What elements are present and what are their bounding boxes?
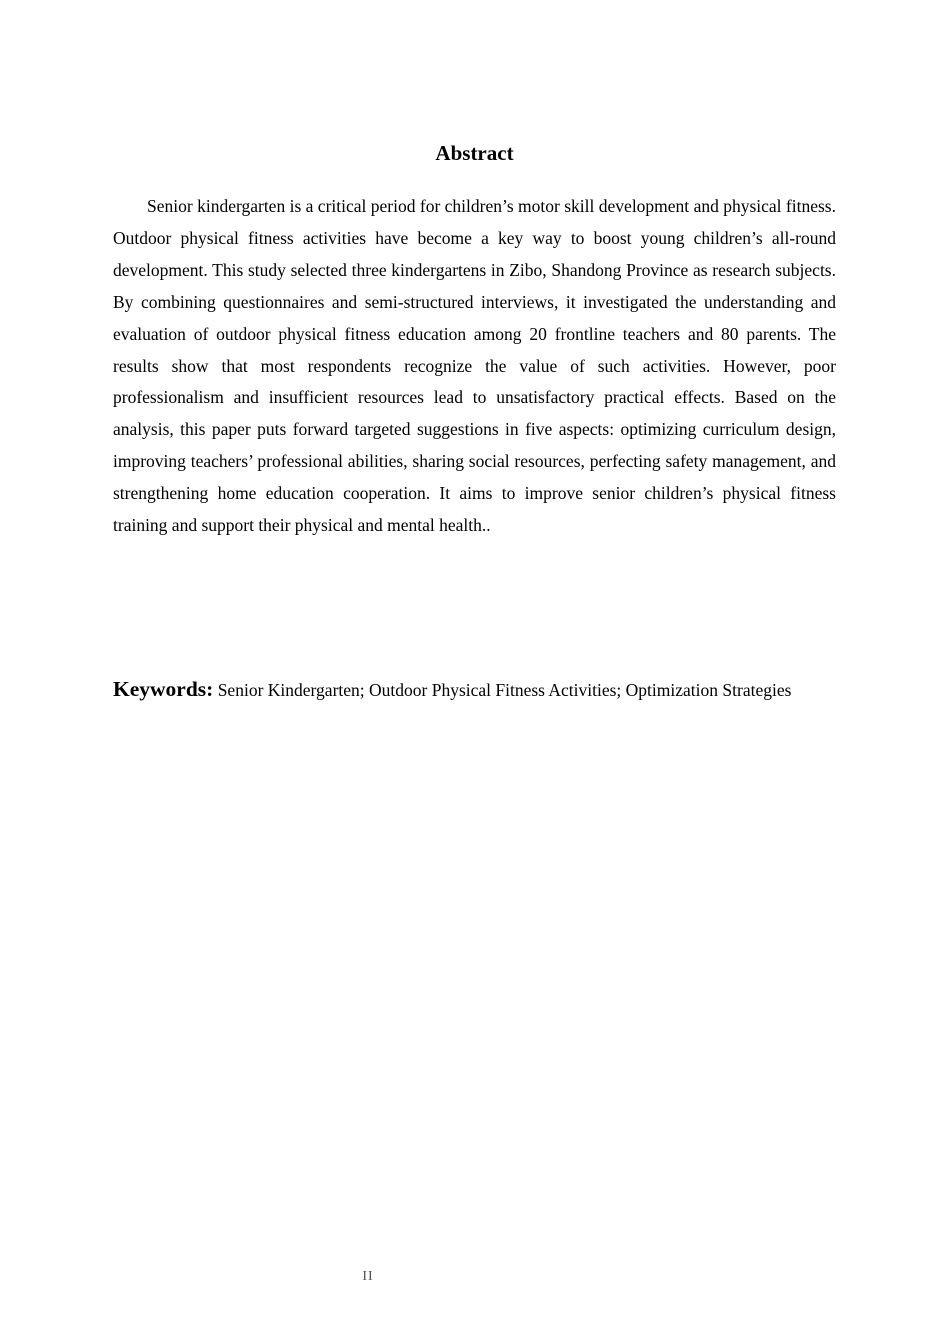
page-number: II [362, 1269, 374, 1284]
keywords-text: Senior Kindergarten; Outdoor Physical Fitness Activities; Optimization Strategies [217, 680, 792, 700]
keywords-label: Keywords: [113, 677, 214, 701]
abstract-body: Senior kindergarten is a critical period for children’s motor skill development and physical fitness. Outdoor physical fitness activities have become a key way to boost young children’s all-round development. This study selected three kindergartens in Zibo, Shandong Province as research subjects. By combining questionnaires and semi-structured interviews, it investigated the understanding and evaluation of outdoor physical fitness education among 20 frontline teachers and 80 parents. The results show that most respondents recognize the value of such activities. However, poor professionalism and insufficient resources lead to unsatisfactory practical effects. Based on the analysis, this paper puts forward targeted suggestions in five aspects: optimizing curriculum design, improving teachers’ professional abilities, sharing social resources, perfecting safety management, and strengthening home education cooperation. It aims to improve senior children’s physical fitness training and support their physical and mental health.. [113, 196, 836, 536]
abstract-title: Abstract [435, 141, 514, 165]
keywords-line [113, 673, 813, 706]
